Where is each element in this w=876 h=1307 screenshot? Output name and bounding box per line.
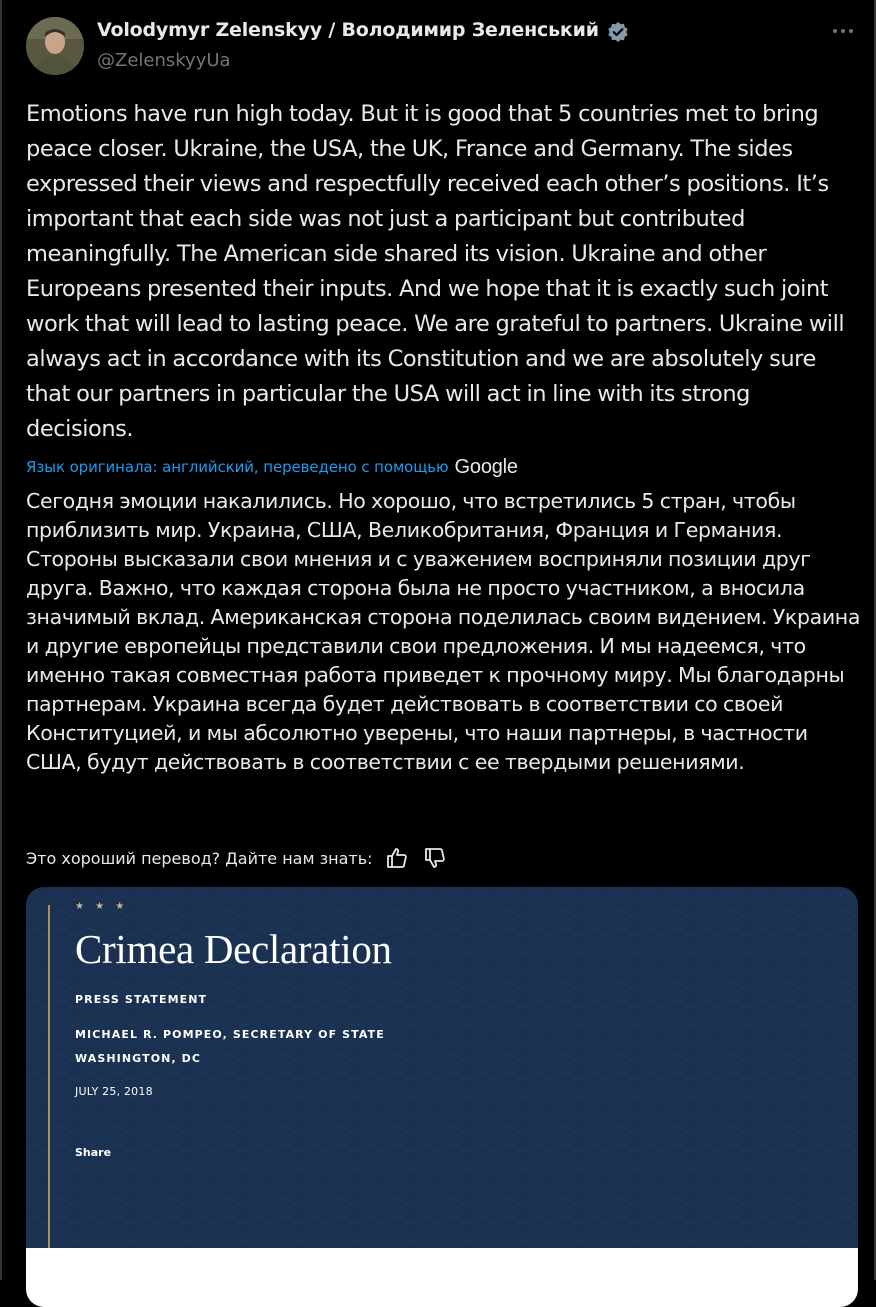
- verified-badge-icon: [607, 21, 629, 43]
- tweet-text: Emotions have run high today. But it is good that 5 countries met to bring peace closer. Ukraine, the USA, the UK, France and Germany. The sides expressed their views and respectfully received each other’s positions. It’s important that each side was not just a participant but contributed meaningfully. The American side shared its vision. Ukraine and other Europeans presented their inputs. And we hope that it is exactly such joint work that will lead to lasting peace. We are grateful to partners. Ukraine will always act in accordance with its Constitution and we are absolutely sure that our partners in particular the USA will act in line with its strong decisions.: [26, 101, 845, 442]
- author-handle[interactable]: @ZelenskyyUa: [97, 50, 231, 71]
- left-border: [0, 0, 2, 1280]
- more-options-icon: [824, 20, 864, 42]
- more-options-button[interactable]: [824, 20, 864, 42]
- document-location: WASHINGTON, DC: [75, 1052, 202, 1065]
- google-logo: Google: [454, 456, 518, 478]
- document-title: Crimea Declaration: [75, 926, 392, 972]
- media-image-card[interactable]: [26, 887, 858, 1307]
- document-author: MICHAEL R. POMPEO, SECRETARY OF STATE: [75, 1028, 385, 1041]
- card-gold-rule: [48, 905, 50, 1267]
- card-content-area: [26, 1248, 858, 1307]
- document-date: JULY 25, 2018: [75, 1085, 153, 1098]
- avatar-photo: [26, 17, 84, 75]
- avatar[interactable]: [26, 17, 84, 75]
- translated-text: Сегодня эмоции накалились. Но хорошо, что встретились 5 стран, чтобы приблизить мир. Украина, США, Великобритания, Франция и Германия. Стороны высказали свои мнения и с уважением восприняли позиции друг друга. Важно, что каждая сторона была не просто участником, а вносила значимый вклад. Американская сторона поделилась своим видением. Украина и другие европейцы представили свои предложения. И мы надеемся, что именно такая совместная работа приведет к прочному миру. Мы благодарны партнерам. Украина всегда будет действовать в соответствии со своей Конституцией, и мы абсолютно уверены, что наши партнеры, в частности США, будут действовать в соответствии с ее твердыми решениями.: [26, 489, 861, 774]
- translation-note[interactable]: [26, 456, 518, 479]
- card-stars: ★ ★ ★: [75, 901, 129, 912]
- thumbs-down-icon[interactable]: [423, 846, 447, 870]
- thumbs-up-icon[interactable]: [385, 846, 409, 870]
- feedback-prompt: Это хороший перевод? Дайте нам знать:: [26, 848, 373, 868]
- document-kicker: PRESS STATEMENT: [75, 993, 208, 1006]
- share-link[interactable]: Share: [75, 1146, 112, 1159]
- translation-feedback: [26, 845, 447, 871]
- translation-note-text: Язык оригинала: английский, переведено с помощью: [26, 458, 449, 476]
- author-display-name[interactable]: Volodymyr Zelenskyy / Володимир Зеленський: [97, 19, 599, 41]
